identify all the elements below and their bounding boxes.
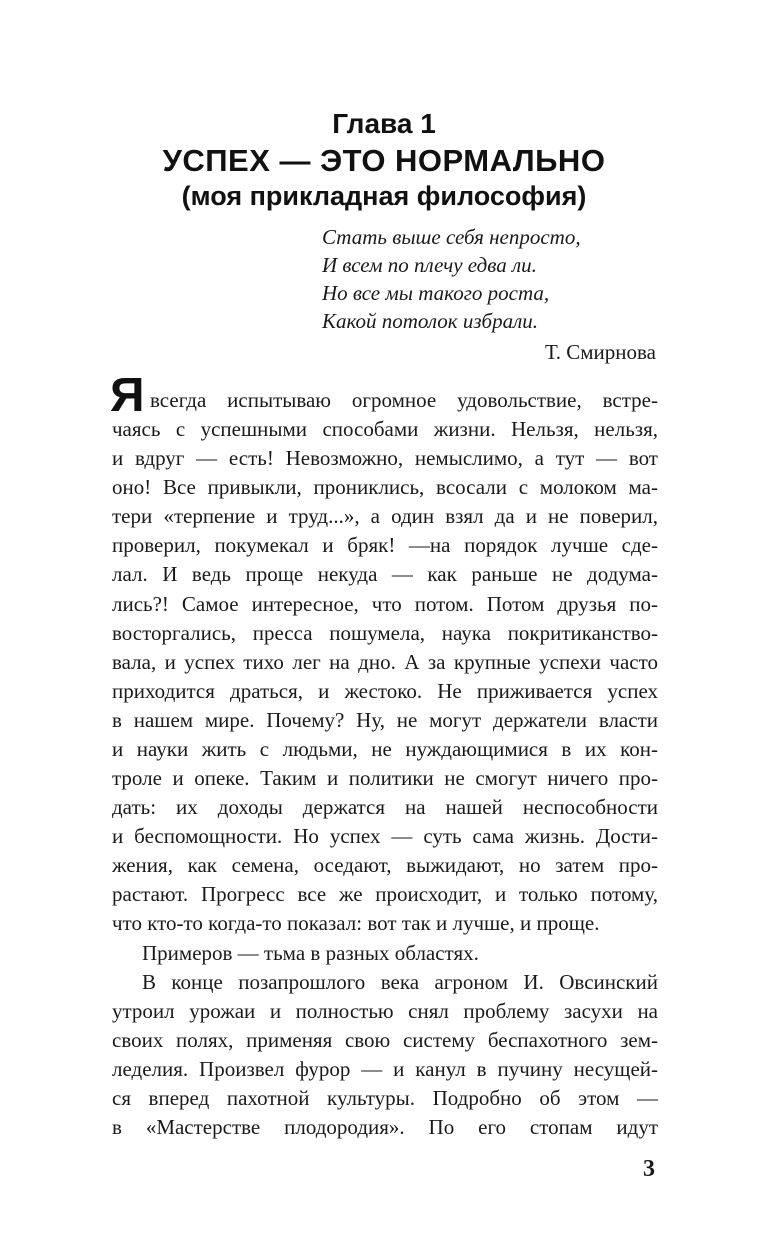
body-line: лал. И ведь проще некуда — как раньше не додума-	[112, 562, 658, 587]
body-line: дать: их доходы держатся на нашей неспособности	[112, 795, 658, 820]
body-line: что кто-то когда-то показал: вот так и лучше, и проще.	[112, 911, 600, 936]
body-line: утроил урожаи и полностью снял проблему засухи на	[112, 998, 658, 1023]
body-line: В конце позапрошлого века агроном И. Овсинский	[142, 969, 658, 994]
body-line: лись?! Самое интересное, что потом. Потом друзья по-	[112, 591, 658, 616]
drop-cap: Я	[110, 369, 145, 422]
body-line: вала, и успех тихо лег на дно. А за крупные успехи часто	[112, 649, 658, 674]
chapter-number: Глава 1	[332, 108, 436, 139]
body-line: троле и опеке. Таким и политики не смогут ничего про-	[112, 766, 658, 791]
body-line: леделия. Произвел фурор — и канул в пучину несущей-	[112, 1056, 658, 1081]
body-line: чаясь с успешными способами жизни. Нельзя, нельзя,	[112, 417, 658, 442]
epigraph-line: Стать выше себя непросто,	[322, 225, 581, 249]
body-line: тери «терпение и труд...», а один взял да и не поверил,	[112, 504, 658, 529]
body-line: и вдруг — есть! Невозможно, немыслимо, а тут — вот	[112, 446, 658, 471]
body-line: ся вперед пахотной культуры. Подробно об этом —	[112, 1085, 658, 1110]
body-line: оно! Все привыкли, прониклись, всосали с молоком ма-	[112, 475, 658, 500]
body-line: приходится драться, и жестоко. Не приживается успех	[112, 678, 658, 703]
body-line: и науки жить с людьми, не нуждающимися в их кон-	[112, 736, 658, 761]
body-line: и беспомощности. Но успех — суть сама жизнь. Дости-	[112, 824, 658, 849]
page-number: 3	[643, 1156, 655, 1182]
body-line: растают. Прогресс все же происходит, и только потому,	[112, 882, 658, 907]
epigraph-line: Но все мы такого роста,	[322, 281, 550, 305]
epigraph-line: Какой потолок избрали.	[322, 309, 539, 333]
body-line: проверил, покумекал и бряк! —на порядок лучше сде-	[112, 533, 658, 558]
chapter-title: УСПЕХ — ЭТО НОРМАЛЬНО	[162, 143, 606, 178]
body-line: восторгались, пресса пошумела, наука покритиканство-	[112, 620, 658, 645]
body-line: в «Мастерстве плодородия». По его стопам идут	[112, 1115, 658, 1139]
epigraph-author: Т. Смирнова	[545, 340, 656, 364]
chapter-subtitle: (моя прикладная философия)	[181, 181, 587, 211]
body-line: своих полях, применяя свою систему беспахотного зем-	[112, 1027, 658, 1052]
body-line: в нашем мире. Почему? Ну, не могут держатели власти	[112, 707, 658, 732]
body-line: всегда испытываю огромное удовольствие, встре-	[150, 388, 658, 412]
epigraph-line: И всем по плечу едва ли.	[322, 253, 537, 277]
body-line: Примеров — тьма в разных областях.	[142, 940, 479, 965]
body-line: жения, как семена, оседают, выжидают, но затем про-	[112, 853, 658, 878]
